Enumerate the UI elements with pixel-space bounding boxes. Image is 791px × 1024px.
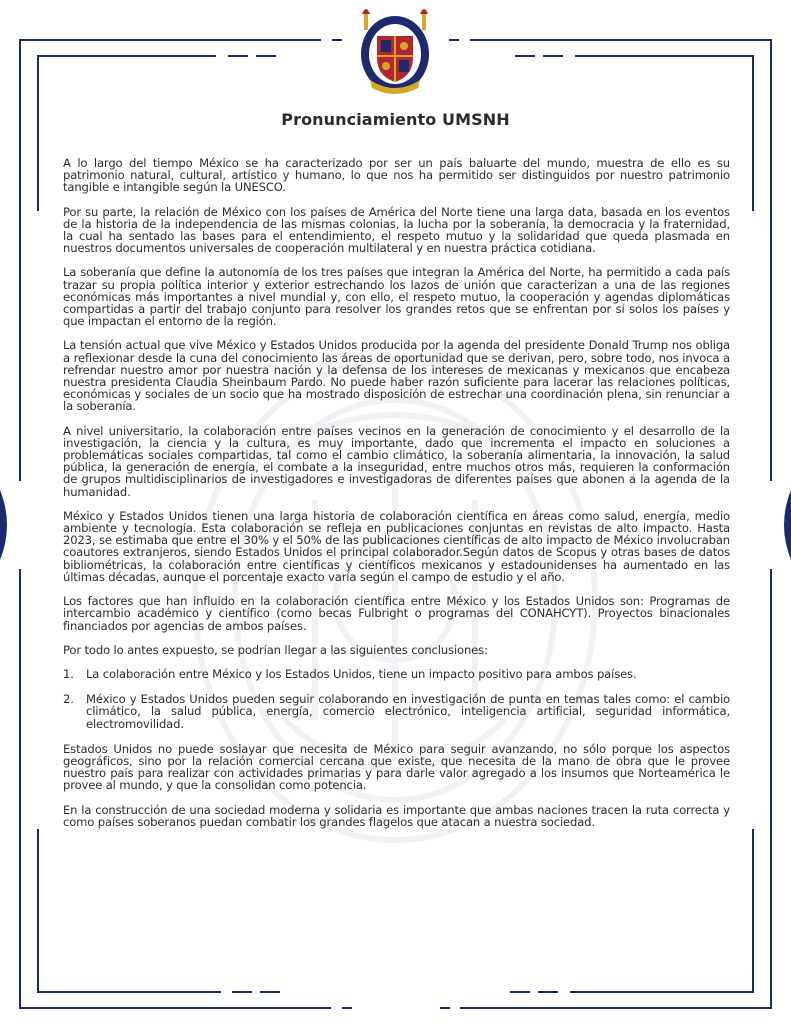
list-item bbox=[63, 693, 730, 730]
paragraph: Por su parte, la relación de México con los países de América del Norte tiene una larga data, basada en los eventos de la historia de la independencia de las mismas colonias, la lucha por la soberanía, la democracia y la fraternidad, la cual ha sentado las bases para el entendimiento, el respeto mutuo y la solidaridad que queda plasmada en nuestros documentos universales de cooperación multilateral y en nuestra práctica cotidiana. bbox=[63, 204, 730, 256]
university-seal-icon bbox=[352, 6, 438, 98]
list-item-number: 2. bbox=[63, 692, 74, 707]
paragraph: A lo largo del tiempo México se ha caracterizado por ser un país baluarte del mundo, muestra de ello es su patrimonio natural, cultural, artístico y humano, lo que nos ha permitido ser distinguidos por nuestro patrimonio tangible e intangible según la UNESCO. bbox=[63, 156, 730, 195]
paragraph: La tensión actual que vive México y Estados Unidos producida por la agenda del presidente Donald Trump nos obliga a reflexionar desde la cuna del conocimiento las áreas de oportunidad que se derivan, pero, sobre todo, nos invoca a refrendar nuestro amor por nuestra nación y la defensa de los intereses de mexicanas y mexicanos que encabeza nuestra presidenta Claudia Sheinbaum Pardo. No puede haber razón suficiente para lacerar las relaciones políticas, económicas y sociales de un socio que ha mostrado disposición de estrechar una coordinación plena, sin renunciar a la soberanía. bbox=[63, 338, 730, 414]
conclusions-list bbox=[63, 668, 730, 730]
list-item-text: La colaboración entre México y los Estados Unidos, tiene un impacto positivo para ambos países. bbox=[86, 666, 637, 681]
list-item-number: 1. bbox=[63, 666, 74, 681]
document-title: Pronunciamiento UMSNH bbox=[281, 110, 510, 129]
paragraph: Los factores que han influido en la colaboración científica entre México y los Estados Unidos son: Programas de intercambio académico y científico (como becas Fulbright o programas del CONAHCYT). Proyectos binacionales financiados por agencias de ambos países. bbox=[63, 594, 730, 633]
paragraph: En la construcción de una sociedad moderna y solidaria es importante que ambas naciones tracen la ruta correcta y como países soberanos puedan combatir los grandes flagelos que atacan a nuestra sociedad. bbox=[63, 802, 730, 829]
list-item bbox=[63, 668, 730, 680]
paragraph: Estados Unidos no puede soslayar que necesita de México para seguir avanzando, no sólo porque los aspectos geográficos, sino por la relación comercial cercana que existe, que necesita de la mano de obra que le provee nuestro país para realizar con actividades primarias y para darle valor agregado a los insumos que Norteamérica le provee al mundo, y que la consolidan como potencia. bbox=[63, 741, 730, 793]
list-item-text: México y Estados Unidos pueden seguir colaborando en investigación de punta en temas tales como: el cambio climático, la salud pública, energía, comercio electrónico, inteligencia artificial, seguridad informática, electromovilidad. bbox=[86, 692, 730, 731]
paragraph: A nivel universitario, la colaboración entre países vecinos en la generación de conocimiento y el desarrollo de la investigación, la ciencia y la cultura, es muy importante, dado que incrementa el impacto en soluciones a problemáticas sociales compartidas, tal como el cambio climático, la soberanía alimentaria, la innovación, la salud pública, la generación de energía, el combate a la inseguridad, entre muchos otros más, requieren la conformación de grupos multidisciplinarios de investigadores e investigadoras de diferentes países que abonen a la agenda de la humanidad. bbox=[63, 423, 730, 499]
document-body bbox=[63, 157, 730, 840]
paragraph: La soberanía que define la autonomía de los tres países que integran la América del Norte, ha permitido a cada país trazar su propia política interior y exterior estrechando los lazos de unión que caracterizan a una de las regiones económicas más importantes a nivel mundial y, con ello, el respeto mutuo, la cooperación y agendas diplomáticas compartidas a partir del trabajo conjunto para resolver los grandes retos que se enfrentan por sí solos los países y que impactan el entorno de la región. bbox=[63, 265, 730, 329]
paragraph: Por todo lo antes expuesto, se podrían llegar a las siguientes conclusiones: bbox=[63, 642, 488, 657]
paragraph: México y Estados Unidos tienen una larga historia de colaboración científica en áreas como salud, energía, medio ambiente y tecnología. Esta colaboración se refleja en publicaciones conjuntas en revistas de alto impacto. Hasta 2023, se estimaba que entre el 30% y el 50% de las publicaciones científicas de alto impacto de México involucraban coautores extranjeros, siendo Estados Unidos el principal colaborador.Según datos de Scopus y otras bases de datos bibliométricas, la colaboración entre científicas y científicos mexicanos y estadounidenses ha aumentado en las últimas décadas, aunque el porcentaje exacto varía según el campo de estudio y el año. bbox=[63, 508, 730, 584]
